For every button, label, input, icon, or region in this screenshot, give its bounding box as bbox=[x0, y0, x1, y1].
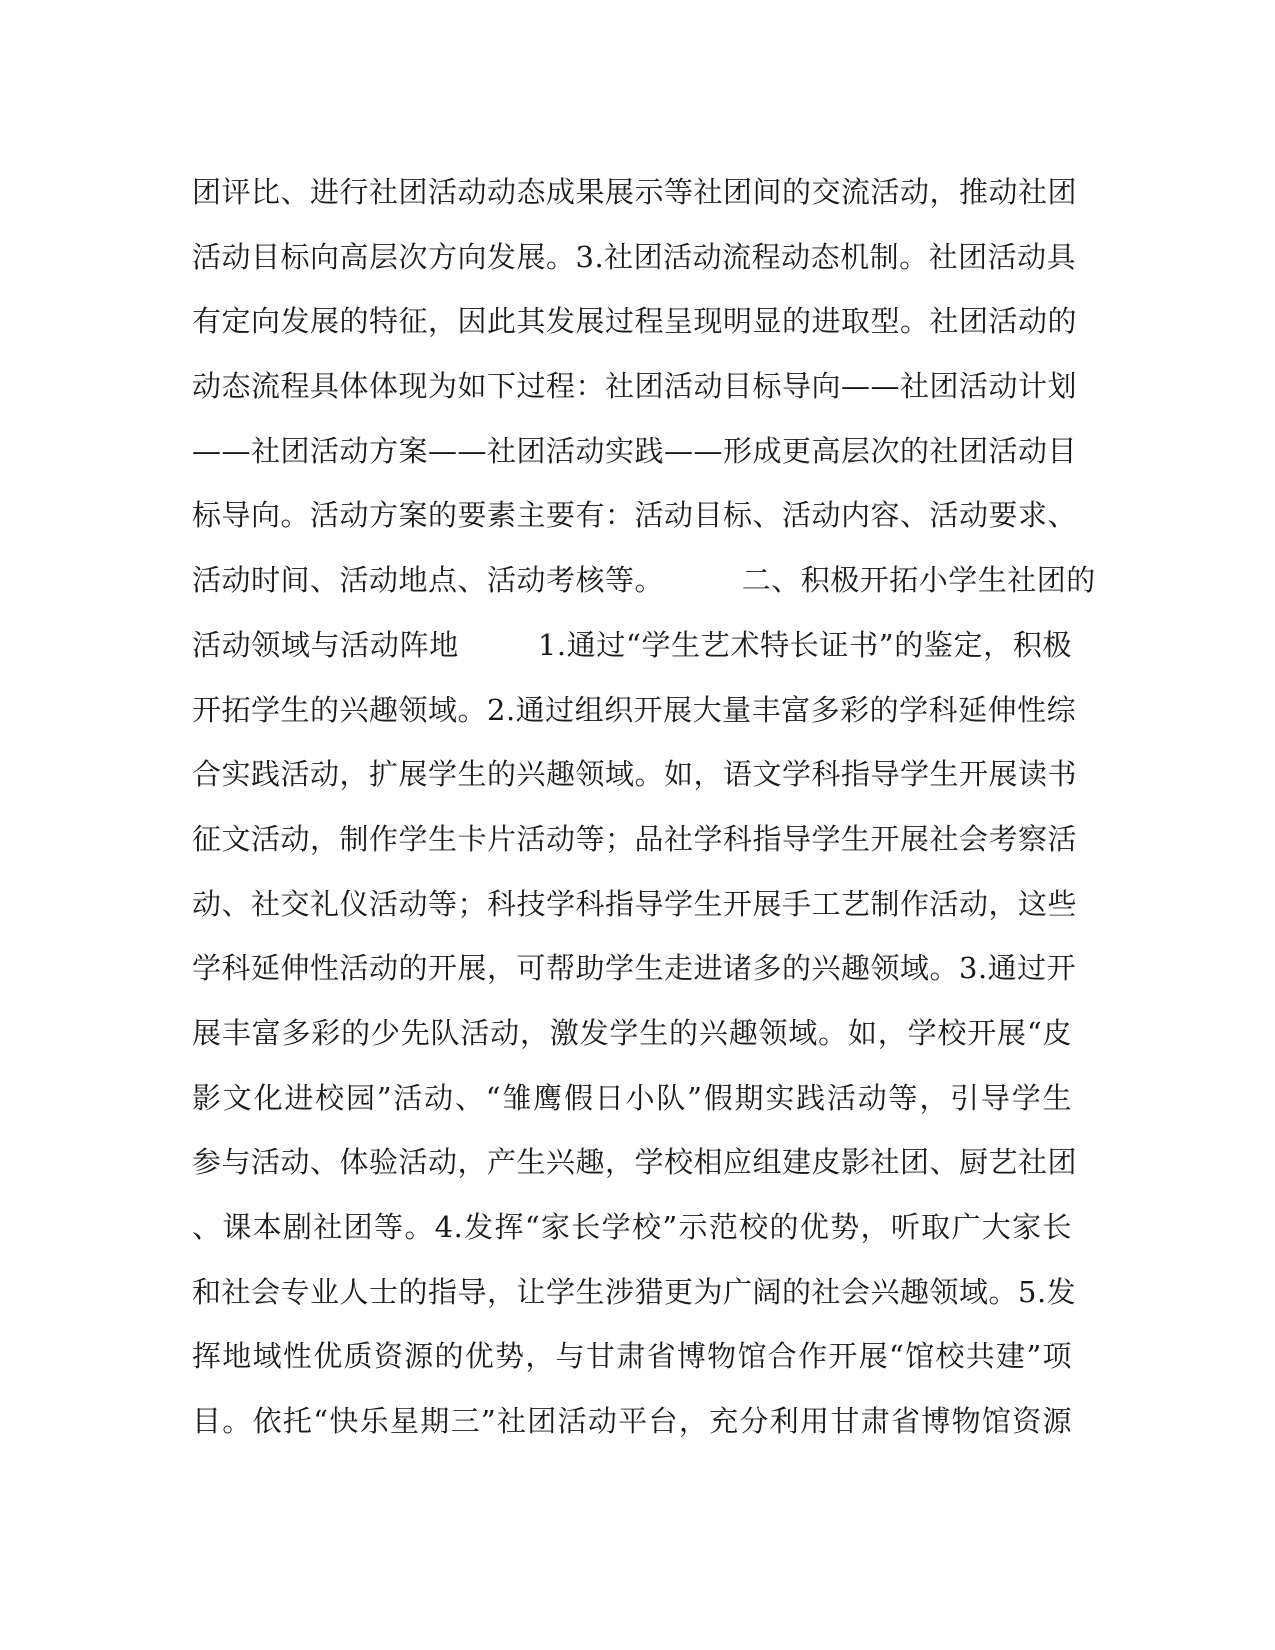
text-line: 活动领域与活动阵地 1.通过“学生艺术特长证书”的鉴定，积极 bbox=[192, 627, 1072, 662]
text-line: 、课本剧社团等。4.发挥“家长学校”示范校的优势，听取广大家长 bbox=[192, 1210, 1072, 1244]
text-line: 学科延伸性活动的开展，可帮助学生走进诸多的兴趣领域。3.通过开 bbox=[192, 951, 1077, 986]
text-line: 活动目标向高层次方向发展。3.社团活动流程动态机制。社团活动具 bbox=[192, 239, 1077, 274]
text-line: 活动时间、活动地点、活动考核等。 二、积极开拓小学生社团的 bbox=[192, 563, 1096, 598]
text-line: 动、社交礼仪活动等；科技学科指导学生开展手工艺制作活动，这些 bbox=[192, 886, 1078, 921]
text-line: 团评比、进行社团活动动态成果展示等社团间的交流活动，推动社团 bbox=[192, 175, 1078, 209]
text-line: 动态流程具体体现为如下过程：社团活动目标导向——社团活动计划 bbox=[192, 369, 1078, 404]
body-text bbox=[192, 160, 1096, 1454]
text-line: 有定向发展的特征，因此其发展过程呈现明显的进取型。社团活动的 bbox=[192, 304, 1078, 339]
text-line: 征文活动，制作学生卡片活动等；品社学科指导学生开展社会考察活 bbox=[192, 821, 1078, 856]
text-line: ——社团活动方案——社团活动实践——形成更高层次的社团活动目 bbox=[192, 433, 1078, 468]
text-line: 挥地域性优质资源的优势，与甘肃省博物馆合作开展“馆校共建”项 bbox=[192, 1339, 1072, 1374]
text-line: 开拓学生的兴趣领域。2.通过组织开展大量丰富多彩的学科延伸性综 bbox=[192, 692, 1077, 727]
text-line: 目。依托“快乐星期三”社团活动平台，充分利用甘肃省博物馆资源 bbox=[192, 1404, 1072, 1439]
text-line: 影文化进校园”活动、“雏鹰假日小队”假期实践活动等，引导学生 bbox=[192, 1080, 1072, 1115]
text-line: 展丰富多彩的少先队活动，激发学生的兴趣领域。如，学校开展“皮 bbox=[192, 1015, 1072, 1050]
text-line: 参与活动、体验活动，产生兴趣，学校相应组建皮影社团、厨艺社团 bbox=[192, 1145, 1078, 1180]
text-line: 和社会专业人士的指导，让学生涉猎更为广阔的社会兴趣领域。5.发 bbox=[192, 1274, 1077, 1309]
text-line: 合实践活动，扩展学生的兴趣领域。如，语文学科指导学生开展读书 bbox=[192, 757, 1078, 792]
text-line: 标导向。活动方案的要素主要有：活动目标、活动内容、活动要求、 bbox=[192, 498, 1078, 533]
